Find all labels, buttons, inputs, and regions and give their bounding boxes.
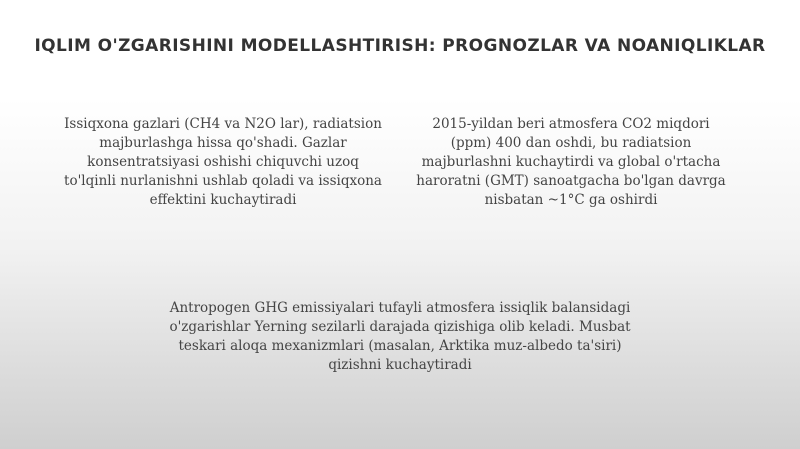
anthropogen-emissions-text: Antropogen GHG emissiyalari tufayli atmosfera issiqlik balansidagi o'zgarishlar Yerning sezilarli darajada qizishiga olib keladi. Musbat teskari aloqa mexanizmlari (masalan, Arktika muz-albedo ta'siri) qizishni kuchaytiradi xyxy=(169,300,631,373)
greenhouse-gases-text: Issiqxona gazlari (CH4 va N2O lar), radiatsion majburlashga hissa qo'shadi. Gazlar konsentratsiyasi oshishi chiquvchi uzoq to'lqinli nurlanishni ushlab qoladi va issiqxona effektini kuchaytiradi xyxy=(64,116,382,208)
co2-concentration-text: 2015-yildan beri atmosfera CO2 miqdori (ppm) 400 dan oshdi, bu radiatsion majburlashni kuchaytirdi va global o'rtacha haroratni (GMT) sanoatgacha bo'lgan davrga nisbatan ~1°C ga oshirdi xyxy=(416,116,726,208)
slide-title: IQLIM O'ZGARISHINI MODELLASHTIRISH: PROGNOZLAR VA NOANIQLIKLAR xyxy=(34,36,766,56)
